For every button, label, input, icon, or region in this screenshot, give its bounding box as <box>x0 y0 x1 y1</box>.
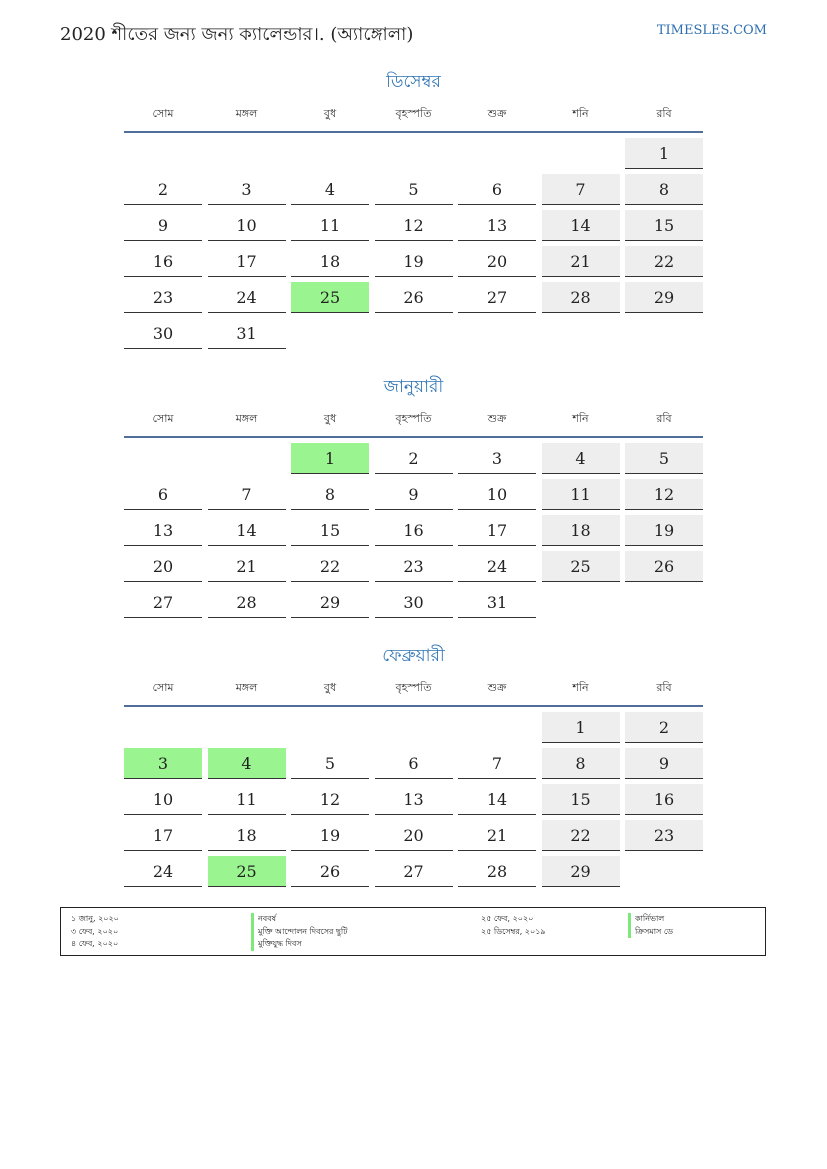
day-cell[interactable]: 18 <box>542 515 620 546</box>
day-cell[interactable]: 28 <box>458 856 536 887</box>
day-cell[interactable]: 27 <box>458 282 536 313</box>
legend-date: ১ জানু, ২০২০ <box>71 914 119 923</box>
day-cell[interactable]: 2 <box>375 443 453 474</box>
empty-cell <box>208 712 286 743</box>
empty-cell <box>208 138 286 169</box>
day-cell[interactable]: 15 <box>291 515 369 546</box>
day-cell[interactable]: 7 <box>208 479 286 510</box>
weekday-label: রবি <box>656 412 672 425</box>
empty-cell <box>625 856 703 887</box>
empty-cell <box>458 138 536 169</box>
empty-cell <box>458 712 536 743</box>
day-cell[interactable]: 28 <box>208 587 286 618</box>
day-cell[interactable]: 13 <box>124 515 202 546</box>
day-cell[interactable]: 1 <box>625 138 703 169</box>
empty-cell <box>291 138 369 169</box>
empty-cell <box>124 138 202 169</box>
weekday-header <box>124 409 703 429</box>
day-cell[interactable]: 13 <box>458 210 536 241</box>
day-cell[interactable]: 23 <box>124 282 202 313</box>
weekday-label: শনি <box>572 681 589 694</box>
day-cell[interactable]: 15 <box>542 784 620 815</box>
day-cell[interactable]: 3 <box>124 748 202 779</box>
day-cell[interactable]: 22 <box>625 246 703 277</box>
empty-cell <box>291 712 369 743</box>
day-cell[interactable]: 22 <box>542 820 620 851</box>
day-cell[interactable]: 4 <box>542 443 620 474</box>
day-cell[interactable]: 20 <box>124 551 202 582</box>
day-cell[interactable]: 6 <box>458 174 536 205</box>
month-title: ডিসেম্বর <box>386 72 441 92</box>
day-cell[interactable]: 3 <box>208 174 286 205</box>
day-cell[interactable]: 23 <box>375 551 453 582</box>
header-divider <box>124 131 703 133</box>
day-cell[interactable]: 11 <box>291 210 369 241</box>
day-cell[interactable]: 10 <box>458 479 536 510</box>
day-cell[interactable]: 10 <box>208 210 286 241</box>
day-cell[interactable]: 24 <box>208 282 286 313</box>
empty-cell <box>208 443 286 474</box>
day-cell[interactable]: 8 <box>625 174 703 205</box>
weekday-label: বুধ <box>323 681 337 694</box>
day-cell[interactable]: 24 <box>124 856 202 887</box>
legend-dates-left <box>71 913 119 951</box>
day-grid <box>124 712 703 887</box>
day-cell[interactable]: 7 <box>542 174 620 205</box>
day-cell[interactable]: 2 <box>124 174 202 205</box>
header-divider <box>124 705 703 707</box>
day-cell[interactable]: 1 <box>542 712 620 743</box>
month-title: জানুয়ারী <box>383 377 444 397</box>
day-cell[interactable]: 9 <box>124 210 202 241</box>
holiday-legend <box>60 907 766 956</box>
weekday-label: শুক্র <box>487 681 507 694</box>
empty-cell <box>458 318 536 349</box>
weekday-header <box>124 678 703 698</box>
weekday-label: সোম <box>152 681 174 694</box>
month-december <box>124 70 703 349</box>
weekday-label: মঙ্গল <box>235 681 258 694</box>
month-january <box>124 375 703 618</box>
day-cell[interactable]: 3 <box>458 443 536 474</box>
day-cell[interactable]: 12 <box>375 210 453 241</box>
legend-date: ৩ ফেব, ২০২০ <box>71 926 119 936</box>
weekday-label: বুধ <box>323 412 337 425</box>
page-title: 2020 শীতের জন্য জন্য ক্যালেন্ডার।. (অ্যাঙ্গোলা) <box>60 24 414 45</box>
day-cell[interactable]: 17 <box>208 246 286 277</box>
day-cell[interactable]: 28 <box>542 282 620 313</box>
empty-cell <box>542 138 620 169</box>
month-title: ফেব্রুয়ারী <box>382 646 445 666</box>
day-cell[interactable]: 6 <box>375 748 453 779</box>
day-cell[interactable]: 13 <box>375 784 453 815</box>
day-cell[interactable]: 8 <box>291 479 369 510</box>
day-cell[interactable]: 14 <box>208 515 286 546</box>
day-cell[interactable]: 21 <box>208 551 286 582</box>
day-cell[interactable]: 1 <box>291 443 369 474</box>
empty-cell <box>542 318 620 349</box>
legend-names-left <box>251 913 348 951</box>
weekday-label: শনি <box>572 412 589 425</box>
day-cell[interactable]: 15 <box>625 210 703 241</box>
day-cell[interactable]: 11 <box>208 784 286 815</box>
day-cell[interactable]: 18 <box>208 820 286 851</box>
day-cell[interactable]: 9 <box>375 479 453 510</box>
header-divider <box>124 436 703 438</box>
weekday-header <box>124 104 703 124</box>
day-cell[interactable]: 21 <box>542 246 620 277</box>
day-cell[interactable]: 5 <box>291 748 369 779</box>
day-cell[interactable]: 14 <box>542 210 620 241</box>
day-cell[interactable]: 12 <box>625 479 703 510</box>
day-cell[interactable]: 26 <box>291 856 369 887</box>
day-cell[interactable]: 23 <box>625 820 703 851</box>
weekday-label: রবি <box>656 107 672 120</box>
day-cell[interactable]: 20 <box>458 246 536 277</box>
day-cell[interactable]: 22 <box>291 551 369 582</box>
site-link[interactable]: TIMESLES.COM <box>656 23 767 38</box>
day-cell[interactable]: 27 <box>375 856 453 887</box>
day-cell[interactable]: 31 <box>208 318 286 349</box>
day-cell[interactable]: 19 <box>375 246 453 277</box>
day-cell[interactable]: 17 <box>458 515 536 546</box>
day-cell[interactable]: 6 <box>124 479 202 510</box>
legend-holiday-name: মুক্তিযুদ্ধ দিবস <box>251 938 348 951</box>
day-cell[interactable]: 29 <box>625 282 703 313</box>
day-cell[interactable]: 16 <box>375 515 453 546</box>
legend-holiday-name: কার্নিভাল <box>628 913 673 926</box>
day-cell[interactable]: 5 <box>375 174 453 205</box>
day-cell[interactable]: 16 <box>625 784 703 815</box>
day-cell[interactable]: 14 <box>458 784 536 815</box>
weekday-label: মঙ্গল <box>235 107 258 120</box>
day-cell[interactable]: 5 <box>625 443 703 474</box>
weekday-label: শুক্র <box>487 412 507 425</box>
empty-cell <box>625 318 703 349</box>
day-cell[interactable]: 29 <box>291 587 369 618</box>
empty-cell <box>375 138 453 169</box>
empty-cell <box>124 443 202 474</box>
weekday-label: মঙ্গল <box>235 412 258 425</box>
day-cell[interactable]: 19 <box>291 820 369 851</box>
day-cell[interactable]: 26 <box>625 551 703 582</box>
empty-cell <box>124 712 202 743</box>
empty-cell <box>375 318 453 349</box>
legend-date: ২৫ ডিসেম্বর, ২০১৯ <box>481 926 546 936</box>
day-cell[interactable]: 29 <box>542 856 620 887</box>
day-cell[interactable]: 16 <box>124 246 202 277</box>
day-cell[interactable]: 12 <box>291 784 369 815</box>
day-cell[interactable]: 30 <box>375 587 453 618</box>
weekday-label: বৃহস্পতি <box>395 412 432 425</box>
day-cell[interactable]: 4 <box>291 174 369 205</box>
day-cell[interactable]: 18 <box>291 246 369 277</box>
legend-dates-right <box>481 913 546 938</box>
weekday-label: সোম <box>152 412 174 425</box>
day-cell[interactable]: 20 <box>375 820 453 851</box>
weekday-label: বৃহস্পতি <box>395 107 432 120</box>
day-cell[interactable]: 19 <box>625 515 703 546</box>
day-cell[interactable]: 7 <box>458 748 536 779</box>
legend-holiday-name: ক্রিসমাস ডে <box>628 926 673 939</box>
day-cell[interactable]: 25 <box>291 282 369 313</box>
day-cell[interactable]: 21 <box>458 820 536 851</box>
day-cell[interactable]: 27 <box>124 587 202 618</box>
weekday-label: রবি <box>656 681 672 694</box>
day-cell[interactable]: 24 <box>458 551 536 582</box>
empty-cell <box>375 712 453 743</box>
day-cell[interactable]: 26 <box>375 282 453 313</box>
day-cell[interactable]: 4 <box>208 748 286 779</box>
day-cell[interactable]: 30 <box>124 318 202 349</box>
weekday-label: বুধ <box>323 107 337 120</box>
legend-date: ২৫ ফেব, ২০২০ <box>481 914 534 923</box>
legend-holiday-name: মুক্তি আন্দোলন দিবসের ছুটি <box>251 926 348 939</box>
weekday-label: সোম <box>152 107 174 120</box>
day-cell[interactable]: 25 <box>208 856 286 887</box>
empty-cell <box>542 587 620 618</box>
day-cell[interactable]: 10 <box>124 784 202 815</box>
day-cell[interactable]: 25 <box>542 551 620 582</box>
legend-date: ৪ ফেব, ২০২০ <box>71 939 119 948</box>
day-cell[interactable]: 8 <box>542 748 620 779</box>
day-cell[interactable]: 9 <box>625 748 703 779</box>
empty-cell <box>291 318 369 349</box>
day-grid <box>124 138 703 349</box>
empty-cell <box>625 587 703 618</box>
weekday-label: শনি <box>572 107 589 120</box>
day-grid <box>124 443 703 618</box>
legend-names-right <box>628 913 673 938</box>
day-cell[interactable]: 17 <box>124 820 202 851</box>
legend-holiday-name: নববর্ষ <box>251 913 348 926</box>
day-cell[interactable]: 2 <box>625 712 703 743</box>
day-cell[interactable]: 11 <box>542 479 620 510</box>
month-february <box>124 644 703 887</box>
weekday-label: বৃহস্পতি <box>395 681 432 694</box>
day-cell[interactable]: 31 <box>458 587 536 618</box>
weekday-label: শুক্র <box>487 107 507 120</box>
